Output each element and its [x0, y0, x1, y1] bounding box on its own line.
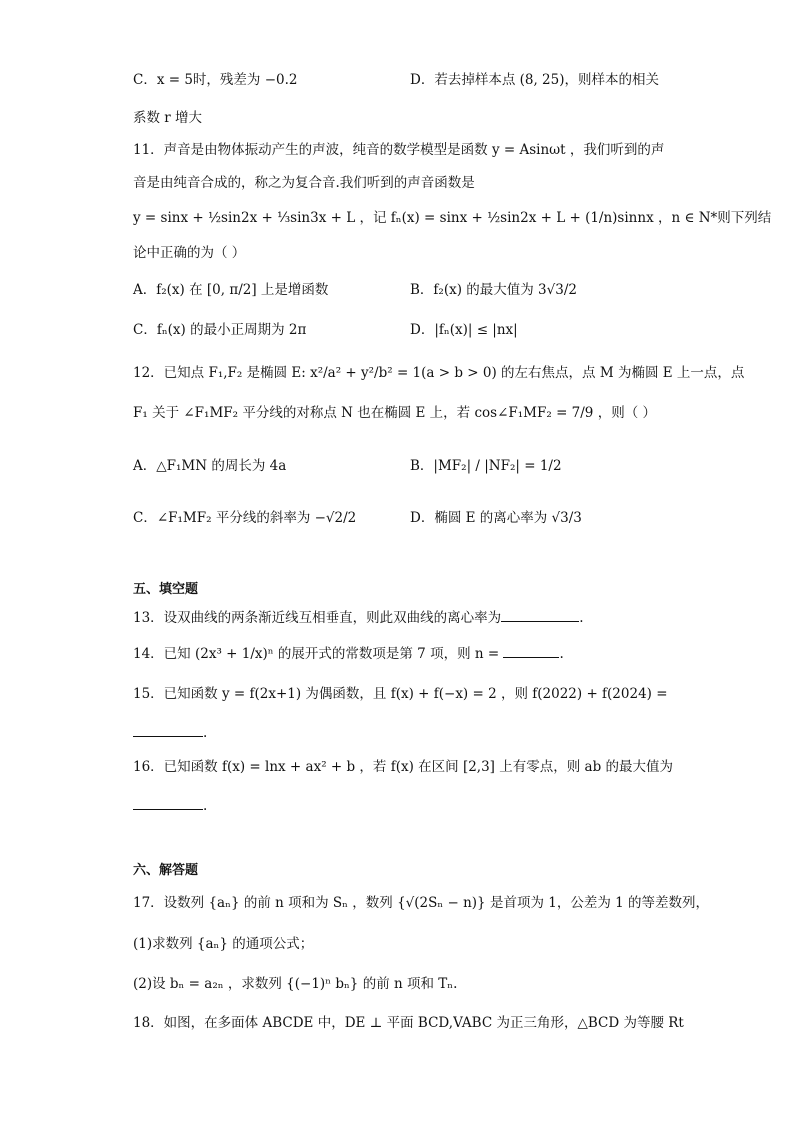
q17-part2: (2)设 bₙ = a₂ₙ ，求数列 {(−1)ⁿ bₙ} 的前 n 项和 Tₙ. — [133, 976, 458, 992]
q11-option-d: D．|fₙ(x)| ≤ |nx| — [410, 322, 518, 338]
q15-answer-blank[interactable] — [133, 722, 203, 737]
q13-line: 13．设双曲线的两条渐近线互相垂直，则此双曲线的离心率为 . — [133, 607, 583, 628]
q15-answer-line: . — [133, 722, 207, 743]
q10-option-d: D．若去掉样本点 (8, 25)，则样本的相关 — [410, 72, 659, 88]
q18-stem: 18．如图，在多面体 ABCDE 中，DE ⊥ 平面 BCD,VABC 为正三角形，△BCD 为等腰 Rt — [133, 1015, 684, 1031]
q11-stem-3: y = sinx + ½sin2x + ⅓sin3x + L ，记 fₙ(x) = sinx + ½sin2x + L + (1/n)sinnx ，n ∈ N*则下列结 — [133, 210, 772, 226]
q11-option-c: C．fₙ(x) 的最小正周期为 2π — [133, 322, 307, 338]
q16-answer-line: . — [133, 795, 207, 816]
section-fill-in-heading: 五、填空题 — [133, 582, 199, 597]
q16-answer-blank[interactable] — [133, 795, 203, 810]
q12-option-c: C．∠F₁MF₂ 平分线的斜率为 −√2/2 — [133, 510, 357, 526]
q11-stem-1: 11．声音是由物体振动产生的声波，纯音的数学模型是函数 y = Asinωt ，我们听到的声 — [133, 142, 665, 158]
q16-text: 16．已知函数 f(x) = lnx + ax² + b ，若 f(x) 在区间 [2,3] 上有零点，则 ab 的最大值为 — [133, 759, 674, 775]
q12-option-a: A．△F₁MN 的周长为 4a — [133, 458, 287, 474]
q13-text: 13．设双曲线的两条渐近线互相垂直，则此双曲线的离心率为 — [133, 610, 502, 626]
q11-option-b: B．f₂(x) 的最大值为 3√3/2 — [410, 282, 577, 298]
q11-stem-4: 论中正确的为（ ） — [133, 245, 246, 261]
q12-option-d: D．椭圆 E 的离心率为 √3/3 — [410, 510, 582, 526]
q14-answer-blank[interactable] — [503, 643, 559, 658]
q12-option-b: B．|MF₂| / |NF₂| = 1/2 — [410, 458, 562, 474]
q17-stem: 17．设数列 {aₙ} 的前 n 项和为 Sₙ ，数列 {√(2Sₙ − n)} 是首项为 1，公差为 1 的等差数列， — [133, 895, 709, 911]
q12-stem-1: 12．已知点 F₁,F₂ 是椭圆 E: x²/a² + y²/b² = 1(a > b > 0) 的左右焦点，点 M 为椭圆 E 上一点，点 — [133, 365, 745, 381]
q10-option-c: C．x = 5时，残差为 −0.2 — [133, 72, 298, 88]
q12-stem-2: F₁ 关于 ∠F₁MF₂ 平分线的对称点 N 也在椭圆 E 上，若 cos∠F₁MF₂ = 7/9 ，则（ ） — [133, 405, 656, 421]
section-answer-heading: 六、解答题 — [133, 863, 199, 878]
q13-answer-blank[interactable] — [501, 607, 579, 622]
q14-text: 14．已知 (2x³ + 1/x)ⁿ 的展开式的常数项是第 7 项，则 n = — [133, 646, 500, 662]
q17-part1: (1)求数列 {aₙ} 的通项公式； — [133, 936, 314, 952]
q10-option-d-cont: 系数 r 增大 — [133, 110, 203, 126]
q11-stem-2: 音是由纯音合成的，称之为复合音.我们听到的声音函数是 — [133, 175, 475, 191]
q11-option-a: A．f₂(x) 在 [0, π/2] 上是增函数 — [133, 282, 329, 298]
q15-text: 15．已知函数 y = f(2x+1) 为偶函数，且 f(x) + f(−x) = 2 ，则 f(2022) + f(2024) = — [133, 686, 668, 702]
q14-line: 14．已知 (2x³ + 1/x)ⁿ 的展开式的常数项是第 7 项，则 n = . — [133, 643, 564, 664]
